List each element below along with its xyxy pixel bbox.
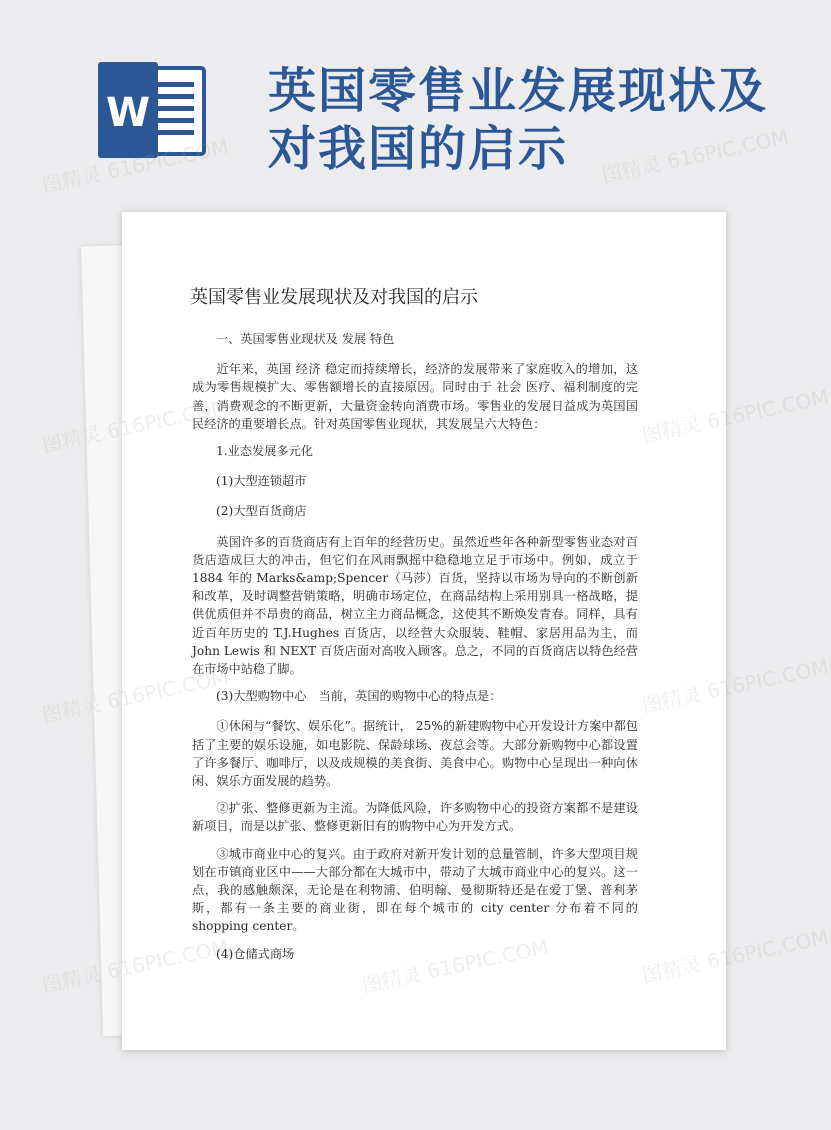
document-title: 英国零售业发展现状及对我国的启示 xyxy=(190,287,478,308)
watermark: 图精灵 xyxy=(39,961,104,998)
watermark: 图精灵 616PIC.COM xyxy=(639,384,831,448)
section-heading: (1)大型连锁超市 xyxy=(216,474,307,489)
watermark: 图精灵 xyxy=(39,691,104,728)
body-paragraph: ①休闲与“餐饮、娱乐化”。据统计， 25%的新建购物中心开发设计方案中都包括了主要的娱乐设施，如电影院、保龄球场、夜总会等。大部分新购物中心都设置了许多餐厅、咖啡厅，以及成规模的美食街、美食中心。购物中心呈现出一种向休闲、娱乐方面发展的趋势。 xyxy=(192,719,638,789)
body-paragraph: ③城市商业中心的复兴。由于政府对新开发计划的总量管制，许多大型项目规划在市镇商业区中——大部分都在大城市中，带动了大城市商业中心的复兴。这一点，我的感触颇深，无论是在利物浦、伯明翰、曼彻斯特还是在爱丁堡、普利茅斯，都有一条主要的商业街，即在每个城市的 city center 分布着不同的 shopping center。 xyxy=(192,846,638,934)
section-heading: (4)仓储式商场 xyxy=(216,946,295,961)
document-body xyxy=(192,330,638,975)
svg-text:W: W xyxy=(105,90,151,136)
section-heading: (2)大型百货商店 xyxy=(216,504,307,519)
banner xyxy=(0,0,800,200)
watermark: 图精灵 616PIC.COM xyxy=(639,654,831,718)
section-heading: 一、英国零售业现状及 发展 特色 xyxy=(216,332,395,346)
watermark: 图精灵 xyxy=(39,421,104,458)
section-heading: 1.业态发展多元化 xyxy=(216,444,313,459)
section-heading: (3)大型购物中心 当前，英国的购物中心的特点是： xyxy=(216,689,502,704)
body-paragraph: ②扩张、整修更新为主流。为降低风险，许多购物中心的投资方案都不是建设新项目，而是以扩张、整修更新旧有的购物中心为开发方式。 xyxy=(192,801,638,834)
body-paragraph: 近年来，英国 经济 稳定而持续增长，经济的发展带来了家庭收入的增加，这成为零售规模扩大、零售额增长的直接原因。同时由于 社会 医疗、福利制度的完善，消费观念的不断更新，大量资金转向消费市场。零售业的发展日益成为英国国民经济的重要增长点。针对英国零售业现状，其发展呈六大特色： xyxy=(192,362,638,431)
watermark: 图精灵 616PIC.COM xyxy=(639,924,831,988)
word-document-icon xyxy=(96,58,214,162)
watermark: 图精灵 616PIC.COM xyxy=(599,124,791,188)
watermark: 图精灵 616PIC.COM xyxy=(39,134,231,198)
banner-title: 英国零售业发展现状及对我国的启示 xyxy=(268,63,769,177)
body-paragraph: 英国许多的百货商店有上百年的经营历史。虽然近些年各种新型零售业态对百货店造成巨大的冲击，但它们在风雨飘摇中稳稳地立足于市场中。例如，成立于 1884 年的 Marks&amp;Spencer（马莎）百货，坚持以市场为导向的不断创新和改革，及时调整营销策略，明确市场定位，在商品结构上采用别具一格战略，提供优质但并不昂贵的商品，树立主力商品概念，这使其不断焕发青春。同样，具有近百年历史的 T.J.Hughes 百货店，以经营大众服装、鞋帽、家居用品为主，而 John Lewis 和 NEXT 百货店面对高收入顾客。总之，不同的百货商店以特色经营在市场中站稳了脚。 xyxy=(192,534,638,677)
